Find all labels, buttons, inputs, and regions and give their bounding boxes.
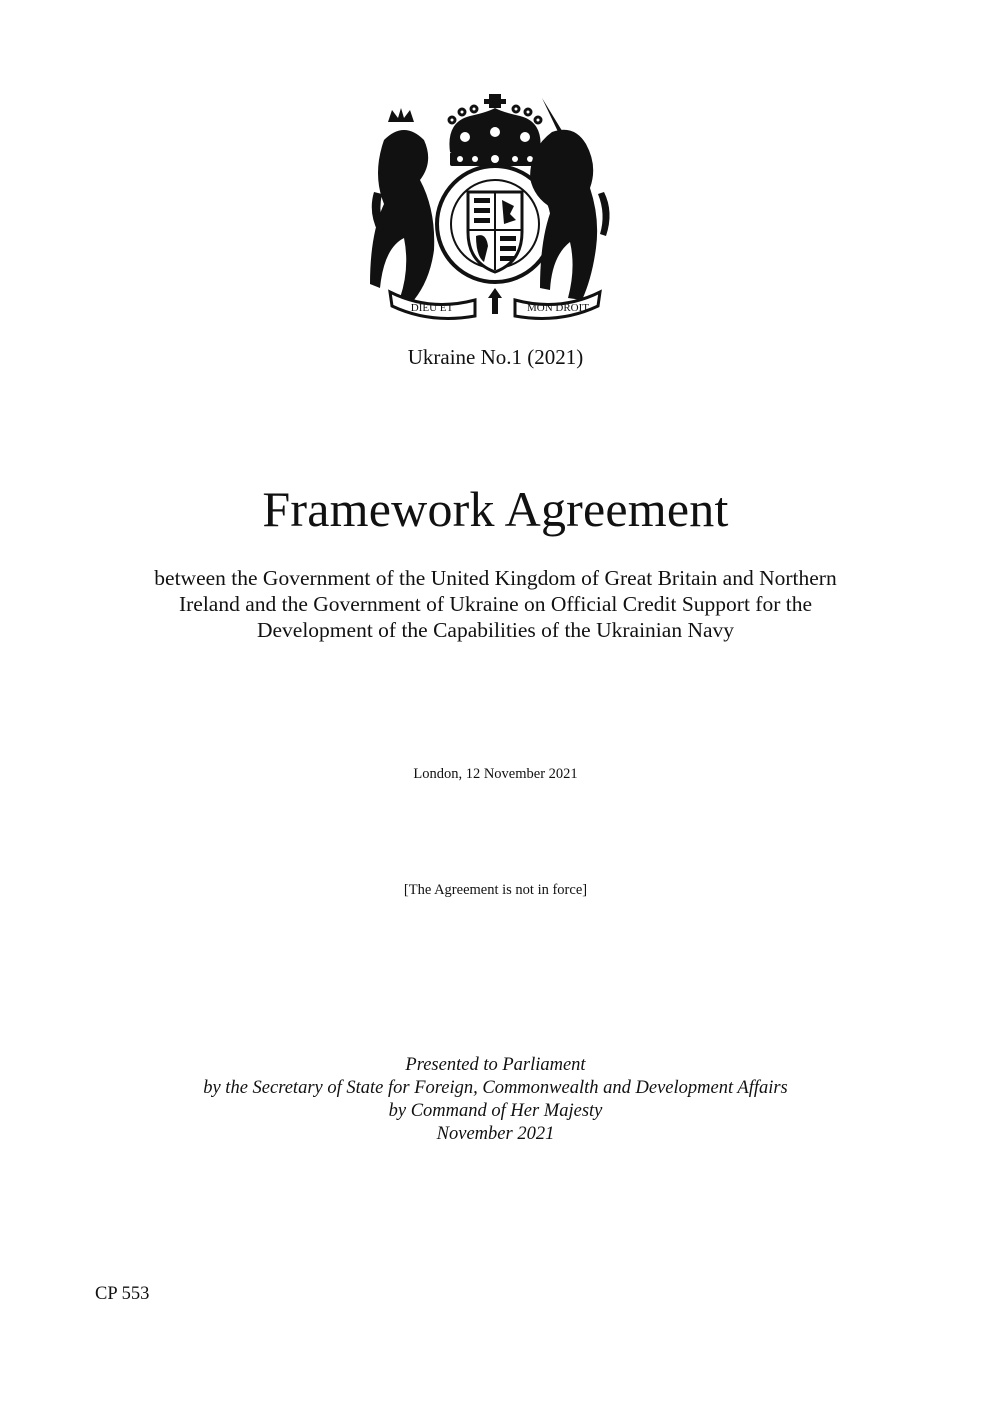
subtitle-line: between the Government of the United Kingdom of Great Britain and Northern	[154, 566, 837, 590]
royal-coat-of-arms-icon	[370, 92, 620, 324]
presented-line: November 2021	[436, 1124, 555, 1144]
command-paper-number: CP 553	[95, 1284, 150, 1304]
document-subtitle	[100, 565, 891, 643]
presented-line: by the Secretary of State for Foreign, Commonwealth and Development Affairs	[203, 1078, 788, 1098]
series-number: Ukraine No.1 (2021)	[407, 345, 584, 369]
subtitle-line: Development of the Capabilities of the Ukrainian Navy	[256, 618, 735, 642]
presentation-statement	[0, 1054, 991, 1146]
place-and-date: London, 12 November 2021	[413, 766, 578, 782]
presented-line: Presented to Parliament	[405, 1055, 586, 1075]
presented-line: by Command of Her Majesty	[388, 1101, 603, 1121]
agreement-status: [The Agreement is not in force]	[403, 882, 588, 898]
document-title: Framework Agreement	[262, 481, 729, 537]
svg-text:DIEU ET: DIEU ET	[410, 302, 454, 314]
svg-text:MON DROIT: MON DROIT	[526, 302, 590, 314]
subtitle-line: Ireland and the Government of Ukraine on Official Credit Support for the	[178, 592, 813, 616]
